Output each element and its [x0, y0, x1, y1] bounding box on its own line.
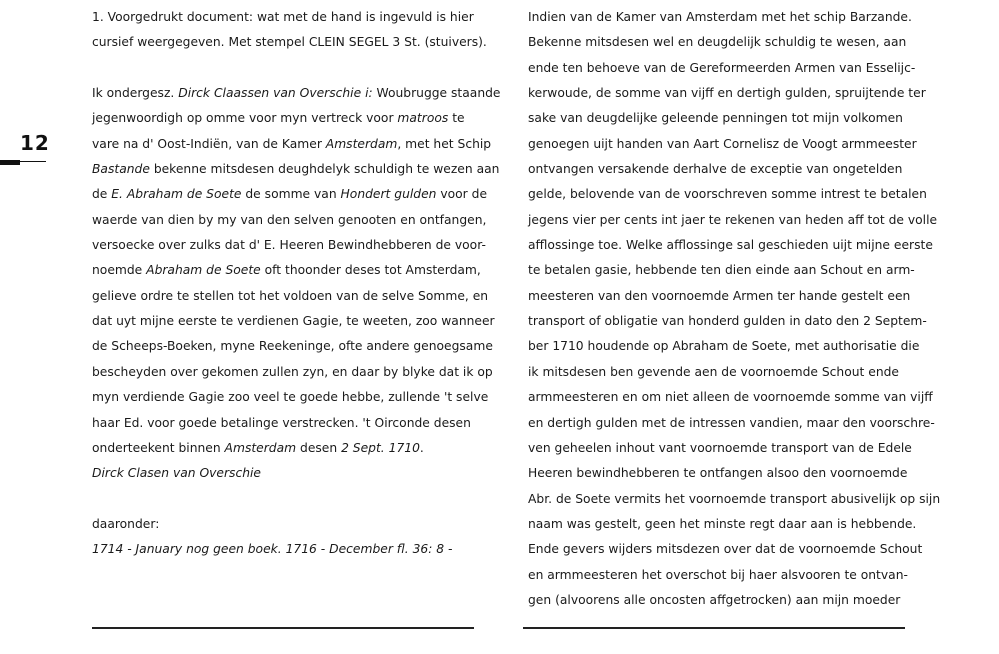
- printed-text: naam was gestelt, geen het minste regt daar aan is hebbende.: [528, 516, 917, 531]
- printed-text: gelieve ordre te stellen tot het voldoen van de selve Somme, en: [92, 288, 489, 303]
- left-text-column: [92, 5, 501, 563]
- text-line: [528, 385, 933, 410]
- text-line: [92, 106, 492, 131]
- text-line: [528, 512, 928, 537]
- printed-text: vare na d' Oost-Indiën, van de Kamer: [92, 136, 326, 151]
- text-line: [92, 30, 492, 55]
- text-line: [92, 157, 500, 182]
- text-line: [528, 334, 928, 359]
- text-line: [92, 182, 492, 207]
- handwritten-entry-text: Abraham de Soete: [146, 263, 261, 278]
- text-line: [528, 233, 933, 258]
- printed-text: .: [419, 440, 424, 455]
- handwritten-entry-text: 2 Sept. 1710: [341, 440, 420, 455]
- text-line: [92, 334, 492, 359]
- text-line: [92, 5, 492, 30]
- printed-text: dat uyt mijne eerste te verdienen Gagie, te weeten, zoo wanneer: [92, 314, 495, 329]
- printed-text: bescheyden over gekomen zullen zyn, en daar by blyke dat ik op: [92, 364, 493, 379]
- printed-text: cursief weergegeven. Met stempel CLEIN SEGEL 3 St. (stuivers).: [92, 35, 487, 50]
- text-line: [528, 5, 928, 30]
- text-line: [528, 309, 928, 334]
- printed-text: Indien van de Kamer van Amsterdam met het schip Barzande.: [528, 10, 912, 24]
- handwritten-entry-text: matroos: [397, 111, 449, 126]
- text-line: [528, 436, 928, 461]
- text-line: [528, 81, 928, 106]
- printed-text: kerwoude, de somme van vijff en dertigh gulden, spruijtende ter: [528, 86, 926, 101]
- text-line: [92, 81, 501, 106]
- text-line: [92, 208, 492, 233]
- printed-text: waerde van dien by my van den selven genooten en ontfangen,: [92, 212, 487, 227]
- paragraph-gap: [92, 56, 492, 81]
- text-line: [528, 588, 928, 613]
- printed-text: ik mitsdesen ben gevende aen de voornoemde Schout ende: [528, 364, 900, 379]
- printed-text: oft thoonder deses tot Amsterdam,: [260, 263, 481, 278]
- handwritten-entry-text: 1714 - January nog geen boek. 1716 - December fl. 36: 8 -: [92, 542, 453, 557]
- printed-text: ven geheelen inhout vant voornoemde transport van de Edele: [528, 440, 912, 455]
- text-line: [92, 537, 492, 562]
- printed-text: gelde, belovende van de voorschreven somme intrest te betalen: [528, 187, 927, 202]
- printed-text: versoecke over zulks dat d' E. Heeren Bewindhebberen de voor-: [92, 238, 486, 253]
- printed-text: genoegen uijt handen van Aart Cornelisz de Voogt armmeester: [528, 136, 917, 151]
- printed-text: Ik ondergesz.: [92, 86, 179, 101]
- text-line: [528, 208, 938, 233]
- text-line: [528, 284, 928, 309]
- text-line: [92, 258, 492, 283]
- printed-text: sake van deugdelijke geleende penningen tot mijn volkomen: [528, 111, 903, 126]
- printed-text: meesteren van den voornoemde Armen ter hande gestelt een: [528, 288, 911, 303]
- printed-text: , met het Schip: [397, 136, 492, 151]
- printed-text: jegenwoordigh op omme voor myn vertreck voor: [92, 111, 398, 126]
- marker-thick-bar: [0, 160, 20, 165]
- handwritten-entry-text: Dirck Claassen van Overschie i:: [178, 86, 373, 101]
- handwritten-entry-text: Amsterdam: [325, 136, 398, 151]
- printed-text: daaronder:: [92, 516, 160, 531]
- text-line: [528, 106, 928, 131]
- text-line: [528, 56, 928, 81]
- text-line: [92, 411, 492, 436]
- marker-thin-line: [20, 161, 46, 162]
- paragraph-gap: [92, 487, 492, 512]
- text-line: [92, 436, 492, 461]
- printed-text: jegens vier per cents int jaer te rekenen van heden aff tot de volle: [528, 212, 938, 227]
- printed-text: de: [92, 187, 112, 202]
- text-line: [92, 385, 492, 410]
- page-number-marker: [0, 160, 46, 168]
- printed-text: de somme van: [241, 187, 341, 202]
- printed-text: 1. Voorgedrukt document: wat met de hand is ingevuld is hier: [92, 10, 474, 24]
- text-line: [92, 360, 492, 385]
- text-line: [92, 132, 492, 157]
- printed-text: en armmeesteren het overschot bij haer alsvooren te ontvan-: [528, 567, 908, 582]
- text-line: [92, 461, 492, 486]
- text-line: [528, 132, 928, 157]
- printed-text: te betalen gasie, hebbende ten dien einde aan Schout en arm-: [528, 263, 915, 278]
- printed-text: Ende gevers wijders mitsdezen over dat de voornoemde Schout: [528, 542, 923, 557]
- text-line: [528, 537, 928, 562]
- printed-text: armmeesteren en om niet alleen de voornoemde somme van vijff: [528, 390, 933, 405]
- printed-text: haar Ed. voor goede betalinge verstrecken. 't Oirconde desen: [92, 415, 471, 430]
- printed-text: ber 1710 houdende op Abraham de Soete, met authorisatie die: [528, 339, 920, 354]
- printed-text: Abr. de Soete vermits het voornoemde transport abusivelijk op sijn: [528, 491, 941, 506]
- printed-text: desen: [296, 440, 342, 455]
- right-text-column: [528, 5, 941, 613]
- printed-text: Heeren bewindhebberen te ontfangen alsoo den voornoemde: [528, 466, 908, 481]
- printed-text: myn verdiende Gagie zoo veel te goede hebbe, zullende 't selve: [92, 390, 489, 405]
- text-line: [528, 182, 928, 207]
- text-line: [528, 360, 928, 385]
- left-bottom-rule: [92, 627, 474, 629]
- printed-text: onderteekent binnen: [92, 440, 225, 455]
- printed-text: gen (alvoorens alle oncosten affgetrocken) aan mijn moeder: [528, 592, 901, 607]
- page-number: 12: [20, 131, 50, 155]
- printed-text: transport of obligatie van honderd gulden in dato den 2 Septem-: [528, 314, 927, 329]
- text-line: [528, 30, 928, 55]
- printed-text: ontvangen versakende derhalve de exceptie van ongetelden: [528, 162, 903, 177]
- handwritten-entry-text: Amsterdam: [224, 440, 297, 455]
- handwritten-entry-text: E. Abraham de Soete: [111, 187, 242, 202]
- text-line: [528, 411, 935, 436]
- printed-text: Bekenne mitsdesen wel en deugdelijk schuldig te wesen, aan: [528, 35, 907, 50]
- right-bottom-rule: [523, 627, 905, 629]
- text-line: [528, 563, 928, 588]
- printed-text: bekenne mitsdesen deughdelyk schuldigh te wezen aan: [149, 162, 500, 177]
- printed-text: Woubrugge staande: [372, 86, 501, 101]
- printed-text: te: [448, 111, 465, 126]
- handwritten-entry-text: Hondert gulden: [340, 187, 437, 202]
- text-line: [92, 309, 495, 334]
- printed-text: de Scheeps-Boeken, myne Reekeninge, ofte andere genoegsame: [92, 339, 493, 354]
- text-line: [92, 512, 492, 537]
- text-line: [528, 487, 941, 512]
- handwritten-entry-text: Dirck Clasen van Overschie: [92, 466, 261, 481]
- printed-text: afflossinge toe. Welke afflossinge sal geschieden uijt mijne eerste: [528, 238, 933, 253]
- text-line: [92, 233, 492, 258]
- text-line: [528, 157, 928, 182]
- printed-text: en dertigh gulden met de intressen vandien, maar den voorschre-: [528, 415, 935, 430]
- handwritten-entry-text: Bastande: [92, 162, 150, 177]
- printed-text: noemde: [92, 263, 147, 278]
- printed-text: ende ten behoeve van de Gereformeerden Armen van Esselijc-: [528, 60, 916, 75]
- text-line: [528, 258, 928, 283]
- text-line: [528, 461, 928, 486]
- printed-text: voor de: [436, 187, 488, 202]
- text-line: [92, 284, 492, 309]
